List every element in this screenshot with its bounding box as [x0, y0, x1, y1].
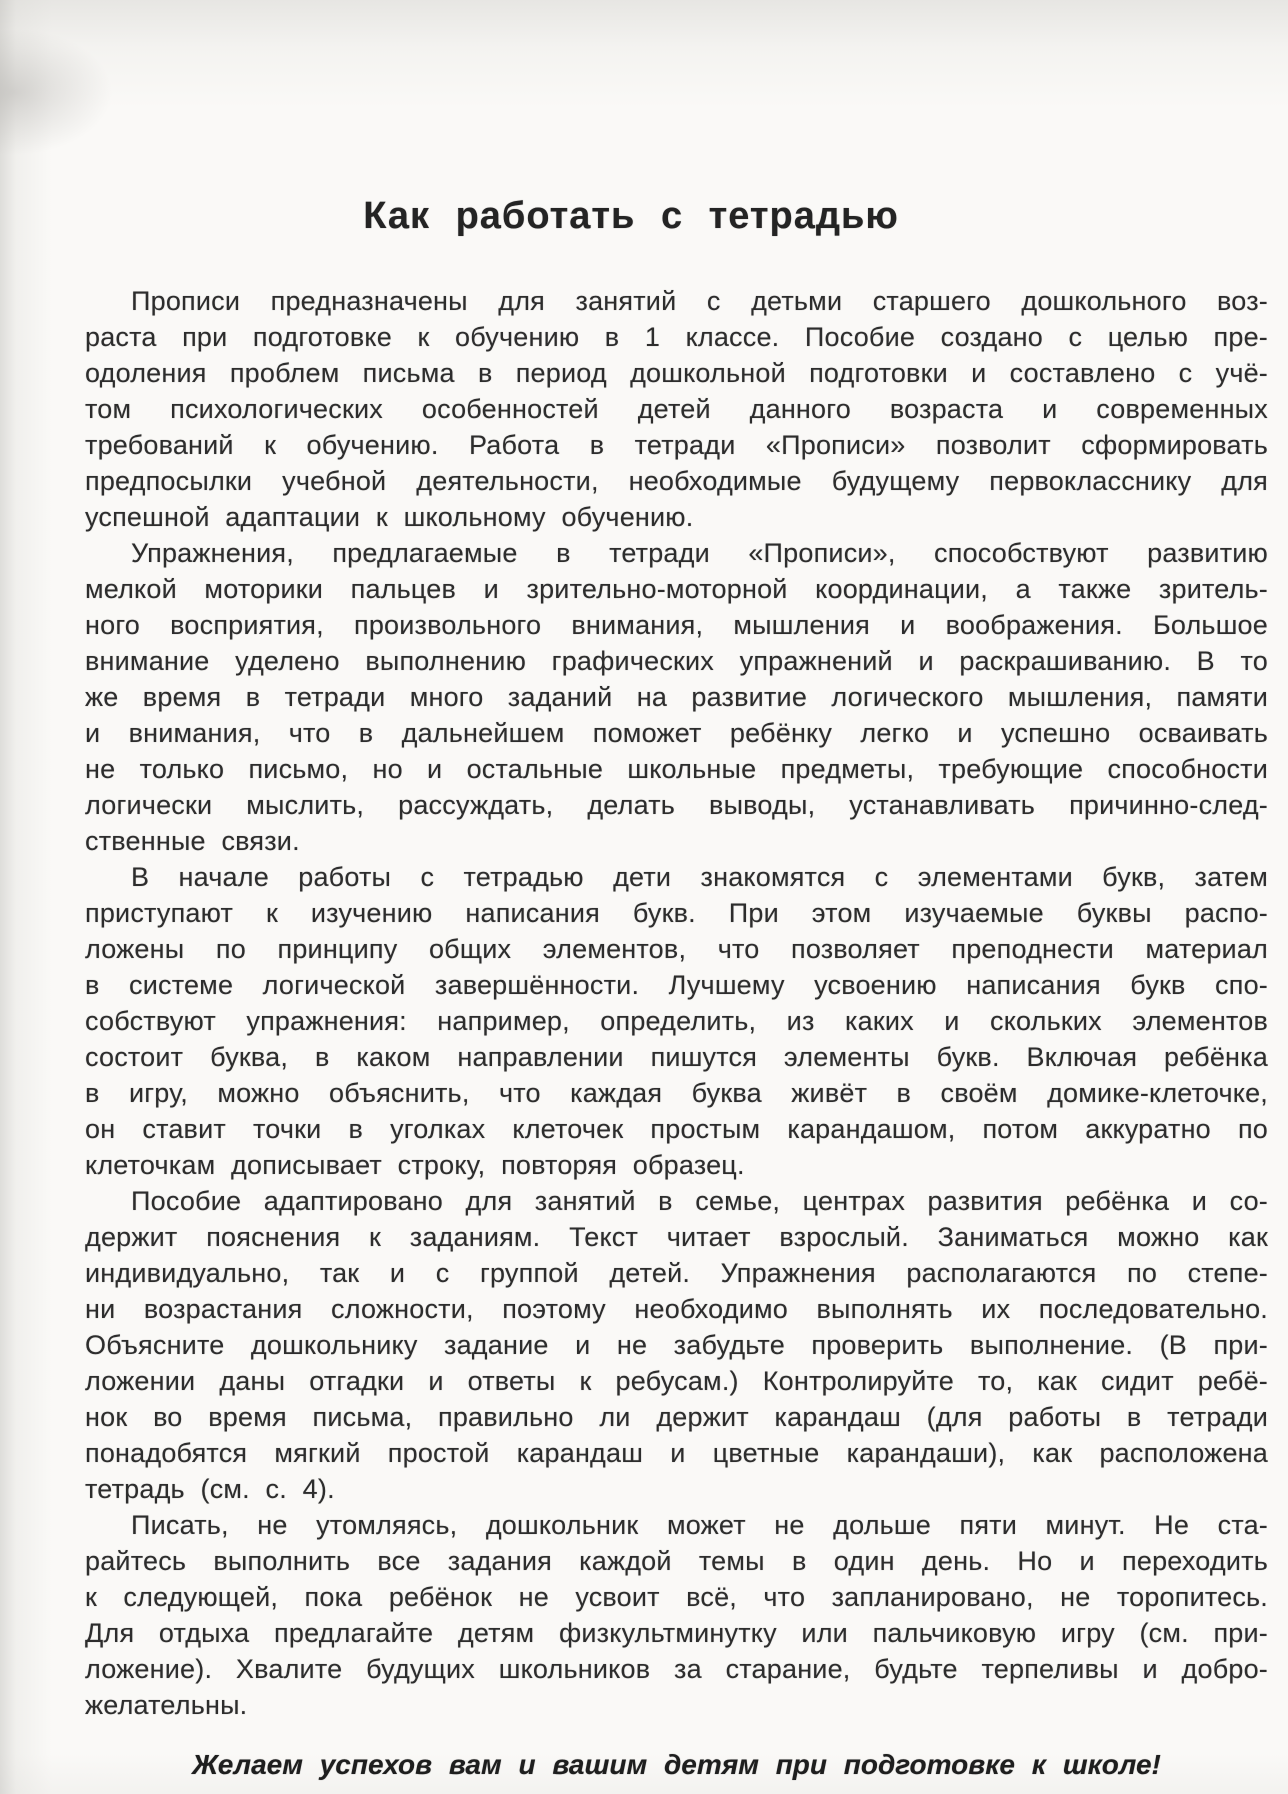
paragraph: [85, 859, 1268, 1183]
text-line: состоит буква, в каком направлении пишутся элементы букв. Включая ребёнка: [85, 1042, 1268, 1072]
text-line: Для отдыха предлагайте детям физкультминутку или пальчиковую игру (см. при-: [85, 1618, 1268, 1648]
text-line: ложении даны отгадки и ответы к ребусам.) Контролируйте то, как сидит ребё-: [85, 1366, 1268, 1396]
text-line: он ставит точки в уголках клеточек простым карандашом, потом аккуратно по: [85, 1114, 1268, 1144]
text-line: Писать, не утомляясь, дошкольник может не дольше пяти минут. Не ста-: [131, 1510, 1268, 1540]
text-line: одоления проблем письма в период дошкольной подготовки и составлено с учё-: [85, 358, 1268, 388]
text-line: Пособие адаптировано для занятий в семье, центрах развития ребёнка и со-: [131, 1186, 1268, 1216]
text-line: клеточкам дописывает строку, повторяя образец.: [85, 1150, 745, 1180]
text-line: раста при подготовке к обучению в 1 классе. Пособие создано с целью пре-: [85, 322, 1268, 352]
text-line: Прописи предназначены для занятий с детьми старшего дошкольного воз-: [131, 286, 1268, 316]
text-line: приступают к изучению написания букв. При этом изучаемые буквы распо-: [85, 898, 1268, 928]
text-line: внимание уделено выполнению графических упражнений и раскрашиванию. В то: [85, 646, 1268, 676]
text-line: Объясните дошкольнику задание и не забудьте проверить выполнение. (В при-: [85, 1330, 1268, 1360]
text-line: тетрадь (см. с. 4).: [85, 1474, 335, 1504]
text-line: собствуют упражнения: например, определить, из каких и скольких элементов: [85, 1006, 1268, 1036]
text-line: ложение). Хвалите будущих школьников за старание, будьте терпеливы и добро-: [85, 1654, 1268, 1684]
text-line: нок во время письма, правильно ли держит карандаш (для работы в тетради: [85, 1402, 1268, 1432]
text-line: успешной адаптации к школьному обучению.: [85, 502, 694, 532]
paragraph: [85, 1183, 1268, 1507]
text-line: и внимания, что в дальнейшем поможет ребёнку легко и успешно осваивать: [85, 718, 1268, 748]
text-line: ственные связи.: [85, 826, 300, 856]
text-line: держит пояснения к заданиям. Текст читает взрослый. Заниматься можно как: [85, 1222, 1268, 1252]
text-line: понадобятся мягкий простой карандаш и цветные карандаши), как расположена: [85, 1438, 1268, 1468]
text-line: ни возрастания сложности, поэтому необходимо выполнять их последовательно.: [85, 1294, 1268, 1324]
text-line: В начале работы с тетрадью дети знакомятся с элементами букв, затем: [131, 862, 1268, 892]
text-line: индивидуально, так и с группой детей. Упражнения располагаются по степе-: [85, 1258, 1268, 1288]
text-line: к следующей, пока ребёнок не усвоит всё, что запланировано, не торопитесь.: [85, 1582, 1268, 1612]
text-line: том психологических особенностей детей данного возраста и современных: [85, 394, 1268, 424]
text-line: в игру, можно объяснить, что каждая буква живёт в своём домике-клеточке,: [85, 1078, 1268, 1108]
text-line: желательны.: [85, 1690, 248, 1720]
closing-wish: Желаем успехов вам и вашим детям при подготовке к школе!: [192, 1749, 1161, 1780]
text-line: ложены по принципу общих элементов, что позволяет преподнести материал: [85, 934, 1268, 964]
text-line: же время в тетради много заданий на развитие логического мышления, памяти: [85, 682, 1268, 712]
text-line: райтесь выполнить все задания каждой темы в один день. Но и переходить: [85, 1546, 1268, 1576]
paragraph: [85, 535, 1268, 859]
text-line: требований к обучению. Работа в тетради «Прописи» позволит сформировать: [85, 430, 1268, 460]
text-line: Упражнения, предлагаемые в тетради «Прописи», способствуют развитию: [131, 538, 1268, 568]
body-text: [85, 283, 1268, 1723]
text-line: логически мыслить, рассуждать, делать выводы, устанавливать причинно-след-: [85, 790, 1268, 820]
text-line: не только письмо, но и остальные школьные предметы, требующие способности: [85, 754, 1268, 784]
text-line: предпосылки учебной деятельности, необходимые будущему первокласснику для: [85, 466, 1268, 496]
paragraph: [85, 283, 1268, 535]
text-line: ного восприятия, произвольного внимания, мышления и воображения. Большое: [85, 610, 1268, 640]
page-title: Как работать с тетрадью: [363, 195, 899, 237]
text-line: мелкой моторики пальцев и зрительно-моторной координации, а также зритель-: [85, 574, 1268, 604]
paragraph: [85, 1507, 1268, 1723]
text-line: в системе логической завершённости. Лучшему усвоению написания букв спо-: [85, 970, 1268, 1000]
